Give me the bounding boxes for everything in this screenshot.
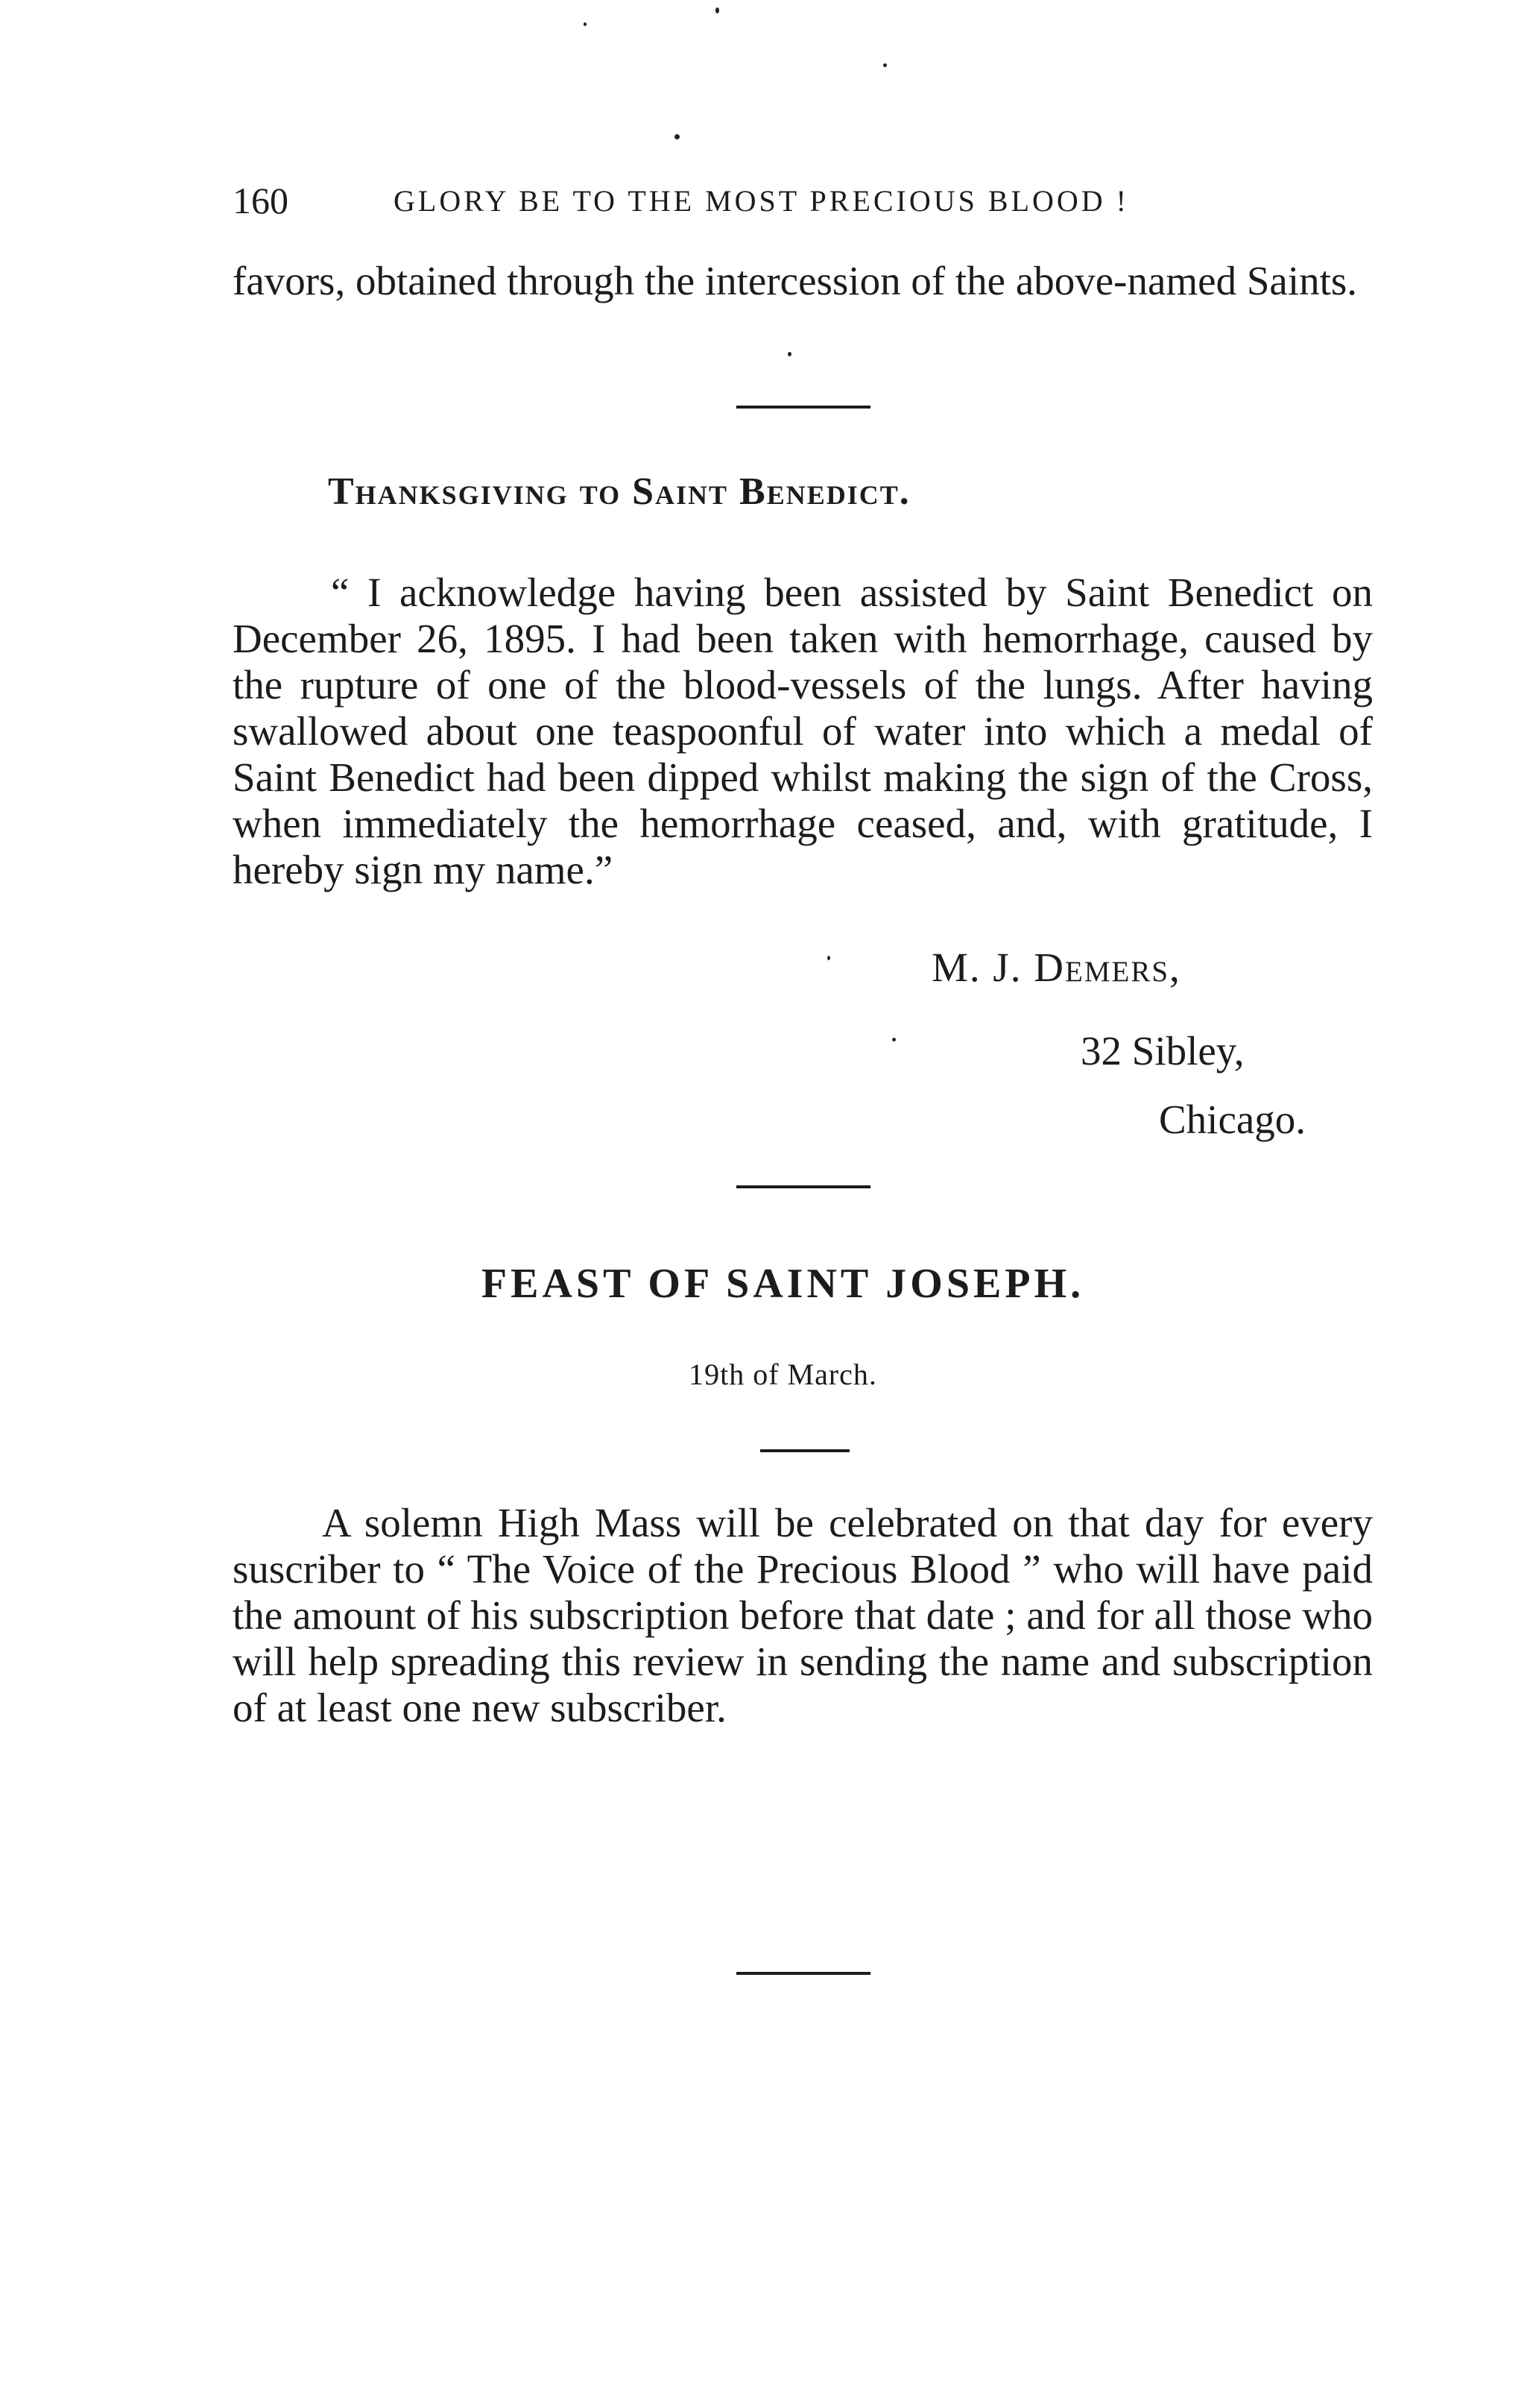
intro-paragraph: favors, obtained through the intercession of the above-named Saints. — [233, 258, 1358, 303]
section-divider — [760, 1449, 850, 1452]
page-header — [233, 179, 1373, 231]
scan-speck — [715, 7, 719, 13]
closing-divider — [736, 1972, 870, 1975]
scan-speck — [674, 134, 680, 139]
section-divider — [736, 406, 870, 409]
scan-speck — [788, 352, 791, 356]
feast-paragraph: A solemn High Mass will be celebrated on that day for every suscriber to “ The Voice of the Precious Blood ” who will have paid the amount of his subscription before that date ; and for all those who will help spreading this review in sending the name and subscription of at least one new subscriber. — [233, 1500, 1373, 1730]
signature-city: Chicago. — [1159, 1097, 1306, 1142]
section-heading-thanksgiving: Thanksgiving to Saint Benedict. — [328, 470, 911, 513]
scan-speck — [584, 22, 587, 26]
section-divider — [736, 1185, 870, 1188]
signature-name: M. J. Demers, — [932, 945, 1181, 990]
feast-date: 19th of March. — [689, 1358, 877, 1391]
testimony-paragraph: “ I acknowledge having been assisted by Saint Benedict on December 26, 1895. I had been taken with hemorrhage, caused by the rupture of one of the blood-vessels of the lungs. After having swallowed about one teaspoonful of water into which a medal of Saint Benedict had been dipped whilst making the sign of the Cross, when immediately the hemorrhage ceased, and, with gratitude, I hereby sign my name.” — [233, 570, 1373, 892]
page-number: 160 — [233, 180, 288, 221]
section-heading-feast: FEAST OF SAINT JOSEPH. — [481, 1261, 1085, 1307]
scan-speck — [827, 956, 830, 960]
signature-address: 32 Sibley, — [1081, 1028, 1245, 1074]
scan-speck — [883, 63, 887, 67]
scan-speck — [892, 1038, 896, 1041]
running-title: GLORY BE TO THE MOST PRECIOUS BLOOD ! — [394, 184, 1129, 218]
